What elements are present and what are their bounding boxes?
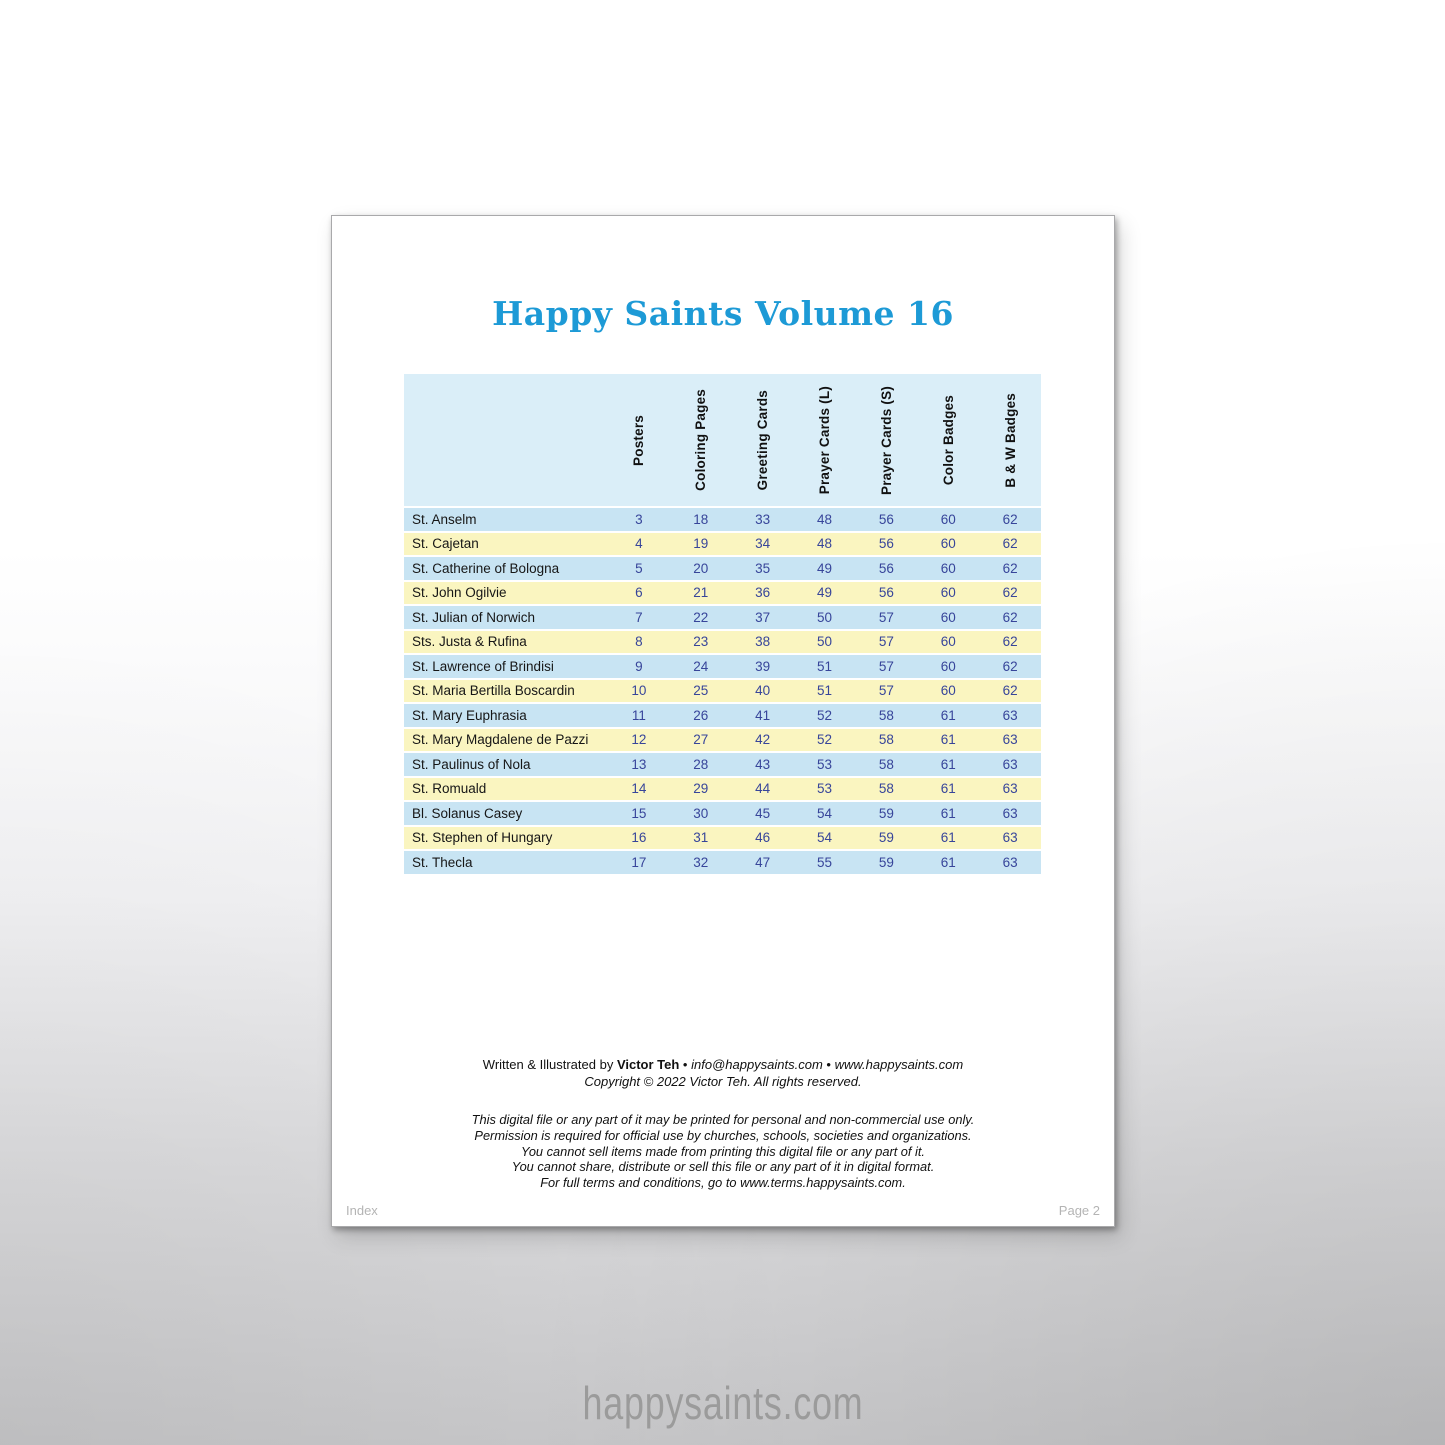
page-number-cell: 12 bbox=[631, 732, 647, 748]
page-number-cell: 52 bbox=[816, 732, 833, 748]
page-number-cell: 63 bbox=[1002, 830, 1018, 846]
page-number-cell: 52 bbox=[816, 707, 833, 723]
saint-name-cell: St. Catherine of Bologna bbox=[412, 560, 560, 576]
page-number-cell: 6 bbox=[635, 585, 643, 601]
column-header-color-badges bbox=[917, 374, 979, 506]
page-number-cell: 20 bbox=[693, 560, 709, 576]
column-header-label: Prayer Cards (S) bbox=[878, 385, 894, 495]
page-number-cell: 58 bbox=[878, 732, 894, 748]
page-number-cell: 63 bbox=[1002, 854, 1018, 870]
saint-name-cell: St. Romuald bbox=[412, 781, 487, 797]
page-number-cell: 56 bbox=[878, 536, 894, 552]
table-row bbox=[404, 851, 1041, 874]
table-row bbox=[404, 753, 1041, 776]
terms-block bbox=[332, 1112, 1114, 1191]
saint-name-cell: St. Julian of Norwich bbox=[412, 609, 536, 625]
page-number-cell: 32 bbox=[693, 854, 709, 870]
page-number-cell: 51 bbox=[816, 658, 833, 674]
page-number-cell: 60 bbox=[940, 536, 956, 552]
page-number-cell: 55 bbox=[816, 854, 833, 870]
page-number-cell: 60 bbox=[940, 634, 956, 650]
page-number-cell: 45 bbox=[755, 805, 771, 821]
page-number-cell: 58 bbox=[878, 781, 894, 797]
page-number-cell: 62 bbox=[1002, 634, 1018, 650]
page-number-cell: 63 bbox=[1002, 756, 1018, 772]
table-row bbox=[404, 680, 1041, 703]
column-header-bw-badges bbox=[979, 374, 1041, 506]
page-number-cell: 61 bbox=[940, 854, 956, 870]
page-number-cell: 62 bbox=[1002, 658, 1018, 674]
page-number-cell: 61 bbox=[940, 781, 956, 797]
page-number-cell: 41 bbox=[755, 707, 771, 723]
page-number-cell: 27 bbox=[693, 732, 709, 748]
document-page bbox=[331, 215, 1115, 1227]
page-number-cell: 48 bbox=[816, 511, 833, 527]
page-number-cell: 57 bbox=[878, 609, 894, 625]
page-number-cell: 62 bbox=[1002, 536, 1018, 552]
table-row bbox=[404, 827, 1041, 850]
page-number-cell: 40 bbox=[755, 683, 771, 699]
page-number-cell: 23 bbox=[693, 634, 709, 650]
page-number-cell: 18 bbox=[693, 511, 709, 527]
table-body bbox=[404, 508, 1041, 874]
column-header-label: Prayer Cards (L) bbox=[817, 385, 832, 495]
page-number-cell: 38 bbox=[755, 634, 771, 650]
page-number-cell: 49 bbox=[816, 585, 833, 601]
page-number-cell: 29 bbox=[693, 781, 709, 797]
page-number-cell: 62 bbox=[1002, 609, 1018, 625]
page-number-cell: 14 bbox=[631, 781, 647, 797]
page-number-cell: 34 bbox=[755, 536, 771, 552]
saint-name-cell: St. Paulinus of Nola bbox=[412, 756, 531, 772]
saint-name-cell: Sts. Justa & Rufina bbox=[412, 634, 527, 650]
table-row bbox=[404, 704, 1041, 727]
page-number-cell: 30 bbox=[693, 805, 709, 821]
page-number-cell: 59 bbox=[878, 830, 894, 846]
table-row bbox=[404, 582, 1041, 605]
column-header-label: B & W Badges bbox=[1002, 392, 1018, 488]
page-number-cell: 53 bbox=[816, 781, 833, 797]
column-header-posters bbox=[608, 374, 670, 506]
saint-name-cell: St. Mary Euphrasia bbox=[412, 707, 527, 723]
page-number-cell: 61 bbox=[940, 805, 956, 821]
terms-line: For full terms and conditions, go to www.terms.happysaints.com. bbox=[540, 1175, 906, 1191]
index-table bbox=[404, 374, 1041, 874]
column-header-greeting-cards bbox=[732, 374, 794, 506]
page-number-cell: 60 bbox=[940, 585, 956, 601]
saint-name-cell: St. Mary Magdalene de Pazzi bbox=[412, 732, 589, 748]
page-number-cell: 58 bbox=[878, 707, 894, 723]
page-number-cell: 39 bbox=[755, 658, 771, 674]
page-number-cell: 60 bbox=[940, 511, 956, 527]
terms-line: You cannot sell items made from printing this digital file or any part of it. bbox=[520, 1143, 925, 1159]
table-row bbox=[404, 606, 1041, 629]
page-number-cell: 61 bbox=[940, 732, 956, 748]
page-number-cell: 63 bbox=[1002, 805, 1018, 821]
column-header-prayer-cards-s bbox=[855, 374, 917, 506]
page-number-cell: 57 bbox=[878, 658, 894, 674]
saint-name-cell: Bl. Solanus Casey bbox=[412, 805, 523, 821]
page-number-cell: 10 bbox=[631, 683, 647, 699]
page-number-cell: 60 bbox=[940, 560, 956, 576]
page-number-cell: 21 bbox=[693, 585, 709, 601]
page-number-cell: 36 bbox=[755, 585, 771, 601]
page-number-cell: 4 bbox=[635, 536, 643, 552]
table-row bbox=[404, 778, 1041, 801]
page-number-cell: 43 bbox=[755, 756, 771, 772]
credits-line: Written & Illustrated by Victor Teh • info@happysaints.com • www.happysaints.com bbox=[482, 1057, 964, 1072]
page-number-cell: 11 bbox=[631, 707, 646, 723]
page-number-cell: 5 bbox=[635, 560, 643, 576]
saint-name-cell: St. Cajetan bbox=[412, 536, 479, 552]
page-number-cell: 62 bbox=[1002, 585, 1018, 601]
terms-line: You cannot share, distribute or sell this file or any part of it in digital format. bbox=[511, 1159, 935, 1175]
page-number-cell: 31 bbox=[693, 830, 709, 846]
page-number-cell: 9 bbox=[635, 658, 643, 674]
footer-section-label: Index bbox=[346, 1203, 378, 1218]
page-number-cell: 57 bbox=[878, 683, 894, 699]
page-number-cell: 17 bbox=[631, 854, 647, 870]
page-number-cell: 59 bbox=[878, 854, 894, 870]
header-spacer bbox=[404, 374, 608, 506]
footer-page-number: Page 2 bbox=[1058, 1203, 1100, 1218]
table-row bbox=[404, 533, 1041, 556]
credits-block bbox=[332, 1057, 1114, 1090]
page-number-cell: 60 bbox=[940, 658, 956, 674]
saint-name-cell: St. Anselm bbox=[412, 511, 477, 527]
page-number-cell: 62 bbox=[1002, 511, 1018, 527]
page-number-cell: 48 bbox=[816, 536, 833, 552]
saint-name-cell: St. Lawrence of Brindisi bbox=[412, 658, 554, 674]
column-header-label: Posters bbox=[631, 414, 647, 466]
page-number-cell: 42 bbox=[755, 732, 771, 748]
page-number-cell: 50 bbox=[816, 634, 833, 650]
saint-name-cell: St. Maria Bertilla Boscardin bbox=[412, 683, 575, 699]
page-number-cell: 24 bbox=[693, 658, 709, 674]
page-number-cell: 3 bbox=[635, 511, 643, 527]
page-number-cell: 54 bbox=[816, 830, 833, 846]
column-header-label: Coloring Pages bbox=[693, 389, 709, 491]
column-header-label: Greeting Cards bbox=[755, 389, 771, 491]
page-number-cell: 25 bbox=[693, 683, 709, 699]
table-row bbox=[404, 729, 1041, 752]
page-number-cell: 50 bbox=[816, 609, 833, 625]
email-text: info@happysaints.com bbox=[691, 1057, 823, 1072]
page-number-cell: 26 bbox=[693, 707, 709, 723]
page-number-cell: 37 bbox=[755, 609, 771, 625]
page-number-cell: 58 bbox=[878, 756, 894, 772]
page-number-cell: 49 bbox=[816, 560, 833, 576]
site-watermark: happysaints.com bbox=[582, 1377, 863, 1429]
table-row bbox=[404, 557, 1041, 580]
page-number-cell: 56 bbox=[878, 585, 894, 601]
column-header-prayer-cards-l bbox=[794, 374, 856, 506]
table-row bbox=[404, 655, 1041, 678]
terms-line: This digital file or any part of it may be printed for personal and non-commercial use only. bbox=[471, 1112, 975, 1127]
page-number-cell: 8 bbox=[635, 634, 643, 650]
table-row bbox=[404, 631, 1041, 654]
page-number-cell: 61 bbox=[940, 707, 956, 723]
page-number-cell: 19 bbox=[693, 536, 709, 552]
saint-name-cell: St. Stephen of Hungary bbox=[412, 830, 553, 846]
page-number-cell: 63 bbox=[1002, 781, 1018, 797]
page-number-cell: 7 bbox=[635, 609, 643, 625]
page-number-cell: 56 bbox=[878, 560, 894, 576]
website-text: www.happysaints.com bbox=[834, 1057, 964, 1072]
page-number-cell: 53 bbox=[816, 756, 833, 772]
page-title: Happy Saints Volume 16 bbox=[492, 294, 954, 333]
page-number-cell: 56 bbox=[878, 511, 894, 527]
page-number-cell: 60 bbox=[940, 609, 956, 625]
page-number-cell: 35 bbox=[755, 560, 771, 576]
page-number-cell: 57 bbox=[878, 634, 894, 650]
page-number-cell: 54 bbox=[816, 805, 833, 821]
table-row bbox=[404, 508, 1041, 531]
page-number-cell: 60 bbox=[940, 683, 956, 699]
page-number-cell: 61 bbox=[940, 830, 956, 846]
page-number-cell: 63 bbox=[1002, 732, 1018, 748]
page-number-cell: 46 bbox=[755, 830, 771, 846]
terms-line: Permission is required for official use by churches, schools, societies and organizations. bbox=[474, 1127, 972, 1143]
saint-name-cell: St. John Ogilvie bbox=[412, 585, 507, 601]
copyright-line: Copyright © 2022 Victor Teh. All rights reserved. bbox=[584, 1073, 862, 1089]
page-number-cell: 44 bbox=[755, 781, 771, 797]
page-number-cell: 62 bbox=[1002, 683, 1018, 699]
author-name: Victor Teh bbox=[616, 1057, 680, 1072]
page-number-cell: 22 bbox=[693, 609, 709, 625]
page-number-cell: 59 bbox=[878, 805, 894, 821]
column-header-coloring-pages bbox=[670, 374, 732, 506]
page-number-cell: 51 bbox=[816, 683, 833, 699]
page-number-cell: 16 bbox=[631, 830, 647, 846]
page-number-cell: 15 bbox=[631, 805, 647, 821]
page-number-cell: 47 bbox=[755, 854, 771, 870]
column-header-label: Color Badges bbox=[940, 394, 956, 486]
table-row bbox=[404, 802, 1041, 825]
table-header bbox=[404, 374, 1041, 506]
page-number-cell: 33 bbox=[755, 511, 771, 527]
page-number-cell: 13 bbox=[631, 756, 647, 772]
page-number-cell: 63 bbox=[1002, 707, 1018, 723]
page-number-cell: 61 bbox=[940, 756, 956, 772]
page-number-cell: 28 bbox=[693, 756, 709, 772]
page-number-cell: 62 bbox=[1002, 560, 1018, 576]
saint-name-cell: St. Thecla bbox=[412, 854, 473, 870]
